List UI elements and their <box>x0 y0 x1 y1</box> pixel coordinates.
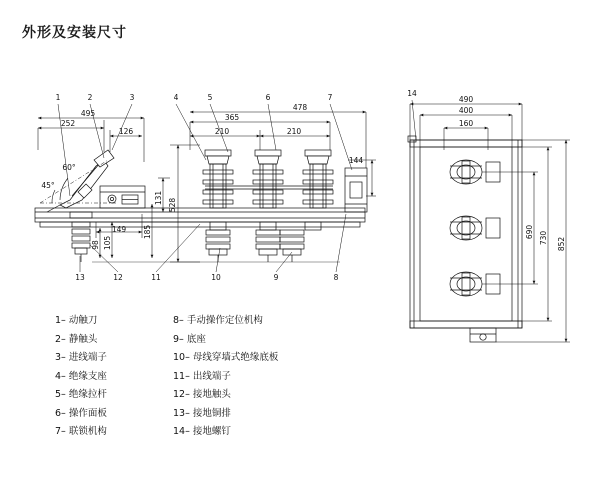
dim-105: 105 <box>103 235 112 251</box>
dim-126: 126 <box>118 127 134 136</box>
legend-item: 14– 接地螺钉 <box>173 426 231 437</box>
legend-item: 9– 底座 <box>173 333 206 345</box>
dim-252: 252 <box>60 119 76 128</box>
callout-6: 6 <box>265 93 271 102</box>
callout-3: 3 <box>129 93 135 102</box>
dim-495: 495 <box>80 109 96 118</box>
callout-11: 11 <box>151 273 161 282</box>
dim-131: 131 <box>154 190 163 206</box>
legend-column-right <box>173 312 383 442</box>
callout-5: 5 <box>207 93 213 102</box>
dim-852: 852 <box>557 236 566 252</box>
dim-160: 160 <box>458 119 474 128</box>
callout-9: 9 <box>273 273 279 282</box>
legend-item: 5– 绝缘拉杆 <box>55 389 107 400</box>
callout-8: 8 <box>333 273 339 282</box>
page-title: 外形及安装尺寸 <box>22 25 127 41</box>
dim-490: 490 <box>458 95 474 104</box>
dim-98: 98 <box>91 240 100 250</box>
callout-7: 7 <box>327 93 333 102</box>
callout-1: 1 <box>55 93 61 102</box>
angle-45: 45° <box>41 181 55 190</box>
callout-13: 13 <box>75 273 85 282</box>
legend-column-left <box>55 312 175 442</box>
legend-item: 1– 动触刀 <box>55 315 98 326</box>
callout-14: 14 <box>407 89 417 98</box>
legend-item: 8– 手动操作定位机构 <box>173 315 263 326</box>
callout-10: 10 <box>211 273 221 282</box>
dim-210-b: 210 <box>286 127 302 136</box>
callout-4: 4 <box>173 93 179 102</box>
legend-item: 2– 静触头 <box>55 333 98 345</box>
legend-item: 7– 联锁机构 <box>55 426 107 437</box>
dim-528: 528 <box>168 197 177 213</box>
legend-item: 11– 出线端子 <box>173 370 231 382</box>
dim-690: 690 <box>525 224 534 240</box>
callout-12: 12 <box>113 273 123 282</box>
callout-2: 2 <box>87 93 93 102</box>
dim-730: 730 <box>539 230 548 246</box>
dim-144: 144 <box>348 156 364 165</box>
legend-item: 12– 接地触头 <box>173 389 231 400</box>
legend-item: 4– 绝缘支座 <box>55 370 107 382</box>
legend-item: 13– 接地铜排 <box>173 407 231 419</box>
dim-400: 400 <box>458 106 474 115</box>
dim-149: 149 <box>111 225 127 234</box>
dim-210-a: 210 <box>214 127 230 136</box>
legend-item: 3– 进线端子 <box>55 352 107 363</box>
dim-365: 365 <box>224 113 240 122</box>
dim-185: 185 <box>143 224 152 240</box>
legend-item: 6– 操作面板 <box>55 407 107 419</box>
legend-item: 10– 母线穿墙式绝缘底板 <box>173 352 279 363</box>
angle-60: 60° <box>62 163 76 172</box>
dim-478: 478 <box>292 103 308 112</box>
